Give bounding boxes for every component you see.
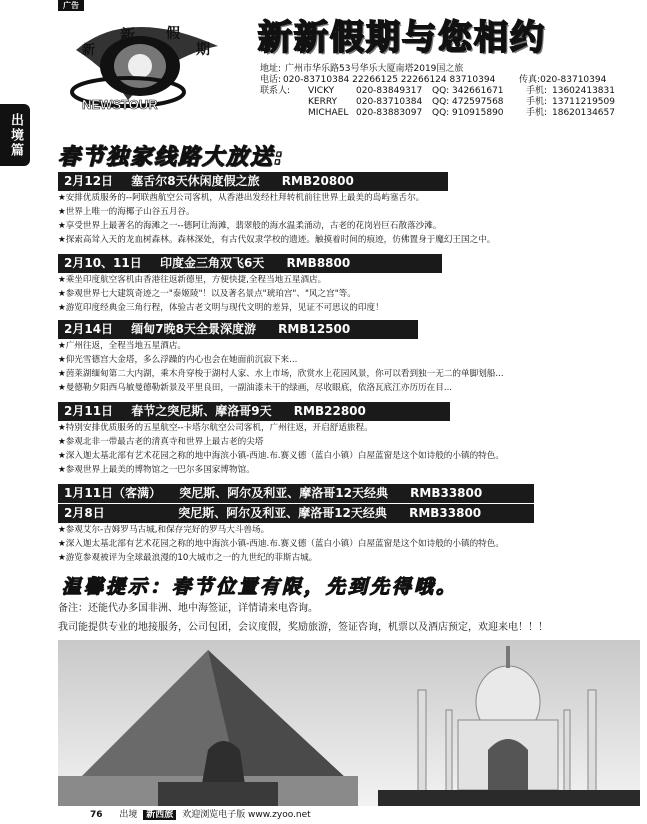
slogan: 新新假期与您相约	[258, 18, 546, 58]
tour-bullet: ★游览印度经典金三角行程，体验古老文明与现代文明的差异，见证不可思议的印度！	[58, 303, 384, 313]
qq-label: QQ:	[432, 108, 450, 118]
person-tel: 020-83883097	[356, 108, 423, 118]
tour-date: 2月12日	[64, 174, 114, 188]
tour-title-bar	[58, 402, 450, 421]
contacts-label: 联系人:	[260, 86, 291, 96]
person-mobile: 13602413831	[552, 86, 615, 96]
contact-person-row	[260, 86, 640, 97]
person-name: MICHAEL	[308, 108, 349, 118]
tour-title-bar	[58, 172, 448, 191]
company-logo	[68, 10, 228, 120]
tour-bullet: ★参观北非一带最古老的清真寺和世界上最古老的尖塔	[58, 437, 264, 447]
person-tel: 020-83710384	[356, 97, 423, 107]
address: 广州市华乐路53号华乐大厦南塔2019国之旅	[285, 64, 464, 74]
tour-bullet: ★仰光雪德宫大金塔，多么浮躁的内心也会在她面前沉寂下来...	[58, 355, 298, 365]
tour-title-bar	[58, 254, 442, 273]
contact-person-row	[260, 97, 640, 108]
person-qq: 910915890	[452, 108, 504, 118]
tour-bullet: ★世界上唯一的海椰子山谷五月谷。	[58, 207, 195, 217]
tour-bullet: ★茵莱湖缅甸第二大内湖，乘木舟穿梭于湖村人家、水上市场，欣赏水上花园风景，你可以看到独一无二的单脚划船...	[58, 369, 504, 379]
phone-row	[260, 75, 640, 86]
warm-tip: 温馨提示：春节位置有限，先到先得哦。	[62, 576, 459, 598]
tour-price: RMB22800	[293, 404, 366, 418]
tour-date: 2月10、11日	[64, 256, 142, 270]
phone-label: 电话:	[260, 75, 282, 85]
ad-tag: 广告	[58, 0, 84, 11]
tour-bullet: ★深入迦太基北部有艺术花园之称的地中海滨小镇-西迪.布.赛义德（蓝白小镇）白屋蓝窗是这个如诗般的小镇的特色。	[58, 451, 504, 461]
notes	[58, 602, 643, 634]
tour-title-bar	[58, 320, 418, 339]
tour-title-bar	[58, 484, 534, 503]
tour-bullet: ★参观世界七大建筑奇迹之一"泰姬陵"！以及著名景点"琥珀宫"、"风之宫"等。	[58, 289, 356, 299]
address-label: 地址:	[260, 64, 282, 74]
page-number: 76	[90, 810, 103, 820]
person-mobile: 18620134657	[552, 108, 615, 118]
note-visa: 备注：还能代办多国非洲、地中海签证，详情请来电咨询。	[58, 603, 318, 614]
note-services: 我司能提供专业的地接服务，公司包团，会议度假，奖励旅游，签证咨询，机票以及酒店预定，欢迎来电！！！	[58, 622, 548, 633]
tour-name: 突尼斯、阿尔及利亚、摩洛哥12天经典	[179, 486, 388, 500]
tour-bullet: ★安排优质服务的--阿联酋航空公司客机，从香港出发经杜拜转机前往世界上最美的岛屿塞舌尔。	[58, 193, 425, 203]
footer-website[interactable]: 欢迎浏览电子版 www.zyoo.net	[182, 810, 311, 820]
tour-bullet: ★享受世界上最著名的海滩之一--德阿让海滩，翡翠般的海水温柔涌动，古老的花岗岩巨石散落沙滩。	[58, 221, 442, 231]
tour-name: 突尼斯、阿尔及利亚、摩洛哥12天经典	[178, 506, 387, 520]
tour-bullet: ★深入迦太基北部有艺术花园之称的地中海滨小镇-西迪.布.赛义德（蓝白小镇）白屋蓝窗是这个如诗般的小镇的特色。	[58, 539, 504, 549]
tour-bullet: ★广州往返，全程当地五星酒店。	[58, 341, 187, 351]
fax: 020-83710394	[540, 75, 607, 85]
tour-price: RMB8800	[286, 256, 351, 270]
tour-date: 2月11日	[64, 404, 114, 418]
tour-name: 春节之突尼斯、摩洛哥9天	[131, 404, 272, 418]
tour-name: 塞舌尔8天休闲度假之旅	[131, 174, 260, 188]
address-row	[260, 64, 640, 75]
tour-title-bar	[58, 504, 534, 523]
tour-price: RMB20800	[281, 174, 354, 188]
person-mobile: 13711219509	[552, 97, 615, 107]
tour-name: 缅甸7晚8天全景深度游	[131, 322, 256, 336]
tour-price: RMB12500	[278, 322, 351, 336]
phone: 020-83710384 22266125 22266124 83710394	[283, 75, 496, 85]
tour-date: 2月14日	[64, 322, 114, 336]
logo-char-3: 假	[166, 26, 180, 42]
logo-char-2: 新	[120, 26, 136, 44]
footer-badge: 新西旅	[143, 810, 176, 820]
page-footer	[90, 808, 390, 822]
contact-person-row	[260, 108, 640, 119]
tour-name: 印度金三角双飞6天	[159, 256, 265, 270]
contact-info	[260, 64, 640, 119]
tour-date: 2月8日	[64, 506, 105, 520]
tour-price: RMB33800	[410, 486, 483, 500]
logo-ring-text: NEWSTOUR	[82, 97, 158, 112]
tour-date: 1月11日（客满）	[64, 486, 162, 500]
tour-bullet: ★特别安排优质服务的五星航空--卡塔尔航空公司客机，广州往返，开启舒适旅程。	[58, 423, 373, 433]
person-name: VICKY	[308, 86, 335, 96]
tour-bullet: ★乘坐印度航空客机由香港往返新德里，方便快捷,全程当地五星酒店。	[58, 275, 327, 285]
eye-logo-graphic	[68, 10, 228, 120]
person-qq: 342661671	[452, 86, 504, 96]
person-tel: 020-83849317	[356, 86, 423, 96]
person-qq: 472597568	[452, 97, 504, 107]
mobile-label: 手机:	[526, 86, 548, 96]
person-name: KERRY	[308, 97, 338, 107]
footer-section: 出境	[119, 810, 138, 820]
headline: 春节独家线路大放送:	[58, 145, 285, 170]
tour-bullet: ★游览参观被评为全球最浪漫的10大城市之一的九世纪的菲斯古城。	[58, 553, 318, 563]
mobile-label: 手机:	[526, 97, 548, 107]
tour-bullet: ★曼德勒夕阳西乌敏曼德勒新景及平里良田，一副油漆未干的绿画，尽收眼底，依洛瓦底江亦历历在目...	[58, 383, 453, 393]
logo-char-1: 新	[82, 43, 96, 58]
tour-bullet: ★参观世界上最美的博物馆之一巴尔多国家博物馆。	[58, 465, 255, 475]
tour-bullet: ★参观艾尔-吉姆罗马古城,和保存完好的罗马大斗兽场。	[58, 525, 270, 535]
section-side-tab: 出境篇	[0, 104, 30, 166]
fax-label: 传真:	[519, 75, 541, 85]
qq-label: QQ:	[432, 86, 450, 96]
destination-photos	[58, 640, 640, 806]
tour-price: RMB33800	[409, 506, 482, 520]
mobile-label: 手机:	[526, 108, 548, 118]
pyramid-tajmahal-image	[58, 640, 640, 806]
qq-label: QQ:	[432, 97, 450, 107]
tour-bullet: ★探索高耸入天的龙血树森林。森林深处，有古代奴隶学校的遗迹。触摸着时间的痕迹，仿佛置身于魔幻王国之中。	[58, 235, 496, 245]
logo-char-4: 期	[196, 42, 210, 58]
